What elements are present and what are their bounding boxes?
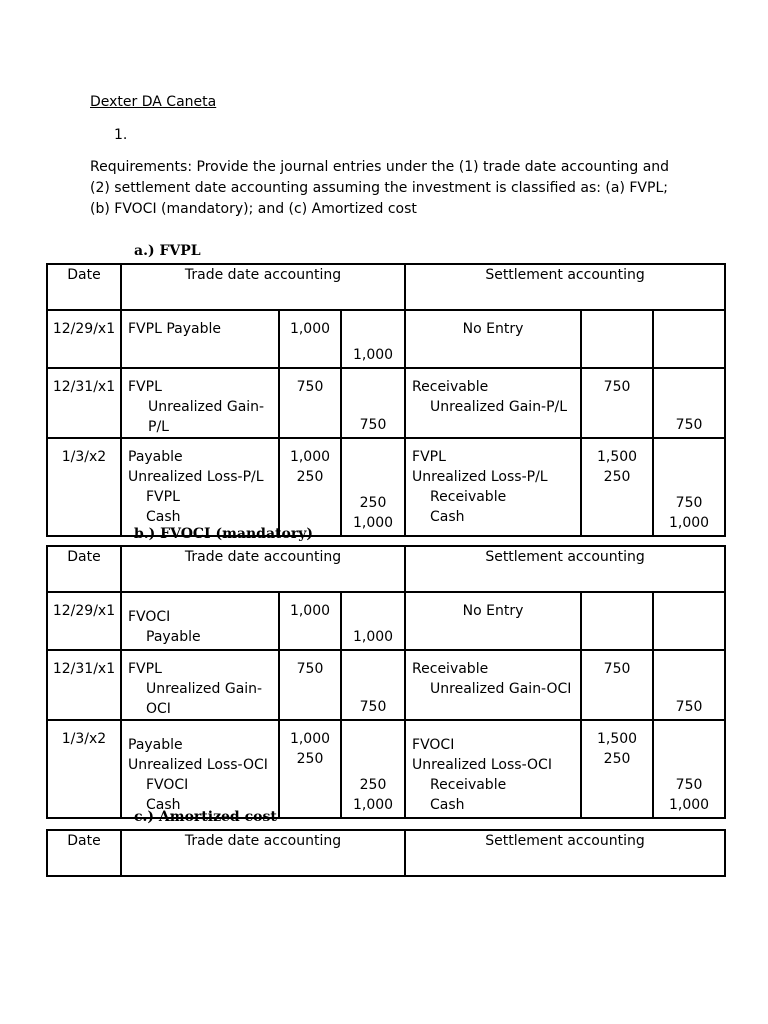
- trade-credit: [341, 720, 405, 818]
- settle-debit: [581, 310, 653, 368]
- table-header-row: [47, 546, 725, 592]
- settle-credit: [653, 720, 725, 818]
- header-date: Date: [47, 264, 121, 310]
- trade-debit: [279, 310, 341, 368]
- trade-accounts: [121, 592, 279, 650]
- debit-amount: 1,500: [596, 449, 638, 465]
- account-line: Unrealized Gain-OCI: [430, 681, 572, 697]
- trade-accounts: [121, 310, 279, 368]
- settle-credit: [653, 438, 725, 536]
- header-settlement: Settlement accounting: [405, 264, 725, 310]
- credit-amount: 1,000: [352, 797, 394, 813]
- section-title-fvpl: a.) FVPL: [134, 243, 201, 259]
- account-line: Unrealized Loss-OCI: [412, 757, 552, 773]
- entry-date: 12/31/x1: [47, 650, 121, 720]
- account-line: Unrealized Loss-P/L: [128, 469, 264, 485]
- trade-credit: [341, 592, 405, 650]
- debit-amount: 250: [603, 469, 631, 485]
- header-trade: Trade date accounting: [121, 830, 405, 876]
- account-line: FVPL: [128, 379, 162, 395]
- header-trade: Trade date accounting: [121, 264, 405, 310]
- entry-date: 12/29/x1: [47, 592, 121, 650]
- debit-amount: 1,500: [596, 731, 638, 747]
- account-line: Unrealized Gain-OCI: [146, 681, 263, 717]
- account-line: FVPL: [146, 489, 180, 505]
- account-line: Payable: [128, 449, 183, 465]
- settle-accounts: [405, 368, 581, 438]
- settle-accounts: [405, 650, 581, 720]
- debit-amount: 750: [296, 379, 324, 395]
- entry-date: 12/29/x1: [47, 310, 121, 368]
- credit-amount: 750: [675, 495, 703, 511]
- debit-amount: 250: [296, 751, 324, 767]
- header-settlement: Settlement accounting: [405, 830, 725, 876]
- account-line: Payable: [128, 737, 183, 753]
- account-line: Receivable: [430, 777, 507, 793]
- table-row: [47, 592, 725, 650]
- table-row: [47, 310, 725, 368]
- settle-debit: [581, 720, 653, 818]
- debit-amount: 250: [296, 469, 324, 485]
- section-title-fvoci: b.) FVOCI (mandatory): [134, 526, 313, 542]
- credit-amount: 250: [359, 495, 387, 511]
- table-row: [47, 720, 725, 818]
- credit-amount: 750: [359, 417, 387, 433]
- section-title-amortized-cost: c.) Amortized cost: [134, 809, 277, 825]
- debit-amount: 750: [296, 661, 324, 677]
- credit-amount: 250: [359, 777, 387, 793]
- account-line: Payable: [146, 629, 201, 645]
- account-line: Receivable: [430, 489, 507, 505]
- author-name: Dexter DA Caneta: [90, 94, 217, 110]
- header-date: Date: [47, 546, 121, 592]
- settle-debit: [581, 438, 653, 536]
- debit-amount: 1,000: [289, 449, 331, 465]
- credit-amount: 1,000: [669, 797, 710, 813]
- trade-credit: [341, 650, 405, 720]
- entry-date: 1/3/x2: [47, 720, 121, 818]
- table-row: [47, 438, 725, 536]
- settle-accounts: [405, 438, 581, 536]
- trade-debit: [279, 720, 341, 818]
- account-line: FVPL: [412, 449, 446, 465]
- trade-accounts: [121, 650, 279, 720]
- requirements-text: [90, 157, 690, 220]
- settle-credit: [653, 592, 725, 650]
- debit-amount: 1,000: [289, 321, 331, 337]
- table-header-row: [47, 264, 725, 310]
- account-line: Cash: [430, 797, 465, 813]
- account-line: Unrealized Gain-P/L: [430, 399, 568, 415]
- item-number: 1.: [114, 127, 128, 143]
- trade-credit: [341, 438, 405, 536]
- entry-date: 12/31/x1: [47, 368, 121, 438]
- journal-table-amortized-cost: [46, 829, 726, 877]
- settle-accounts: [405, 592, 581, 650]
- requirements-line: (2) settlement date accounting assuming the investment is classified as: (a) FVPL;: [90, 180, 668, 196]
- settle-debit: [581, 592, 653, 650]
- trade-credit: [341, 310, 405, 368]
- table-row: [47, 650, 725, 720]
- credit-amount: 750: [675, 777, 703, 793]
- account-line: Receivable: [412, 661, 489, 677]
- credit-amount: 1,000: [669, 515, 710, 531]
- debit-amount: 1,000: [289, 603, 331, 619]
- credit-amount: 1,000: [352, 629, 394, 645]
- account-line: Unrealized Loss-OCI: [128, 757, 268, 773]
- trade-debit: [279, 438, 341, 536]
- account-line: FVPL: [128, 661, 162, 677]
- debit-amount: 750: [603, 379, 631, 395]
- no-entry-label: No Entry: [462, 321, 524, 337]
- journal-table-fvoci: [46, 545, 726, 819]
- no-entry-label: No Entry: [462, 603, 524, 619]
- table-row: [47, 368, 725, 438]
- account-line: Unrealized Loss-P/L: [412, 469, 548, 485]
- account-line: FVOCI: [412, 737, 455, 753]
- trade-credit: [341, 368, 405, 438]
- account-line: FVOCI: [146, 777, 189, 793]
- settle-debit: [581, 650, 653, 720]
- settle-debit: [581, 368, 653, 438]
- credit-amount: 750: [675, 699, 703, 715]
- trade-accounts: [121, 438, 279, 536]
- account-line: Receivable: [412, 379, 489, 395]
- credit-amount: 750: [675, 417, 703, 433]
- settle-accounts: [405, 720, 581, 818]
- account-line: FVOCI: [128, 609, 171, 625]
- requirements-line: (b) FVOCI (mandatory); and (c) Amortized cost: [90, 201, 417, 217]
- credit-amount: 750: [359, 699, 387, 715]
- account-line: Cash: [146, 797, 181, 813]
- trade-debit: [279, 650, 341, 720]
- account-line: Cash: [430, 509, 465, 525]
- header-date: Date: [47, 830, 121, 876]
- journal-table-fvpl: [46, 263, 726, 537]
- account-line: Cash: [146, 509, 181, 525]
- trade-accounts: [121, 720, 279, 818]
- trade-debit: [279, 592, 341, 650]
- requirements-line: Requirements: Provide the journal entries under the (1) trade date accounting and: [90, 159, 670, 175]
- trade-debit: [279, 368, 341, 438]
- credit-amount: 1,000: [352, 347, 394, 363]
- settle-credit: [653, 368, 725, 438]
- settle-accounts: [405, 310, 581, 368]
- header-trade: Trade date accounting: [121, 546, 405, 592]
- header-settlement: Settlement accounting: [405, 546, 725, 592]
- credit-amount: 1,000: [352, 515, 394, 531]
- account-line: FVPL Payable: [128, 321, 221, 337]
- debit-amount: 1,000: [289, 731, 331, 747]
- entry-date: 1/3/x2: [47, 438, 121, 536]
- settle-credit: [653, 650, 725, 720]
- debit-amount: 750: [603, 661, 631, 677]
- account-line: Unrealized Gain-P/L: [148, 399, 265, 435]
- settle-credit: [653, 310, 725, 368]
- debit-amount: 250: [603, 751, 631, 767]
- table-header-row: [47, 830, 725, 876]
- trade-accounts: [121, 368, 279, 438]
